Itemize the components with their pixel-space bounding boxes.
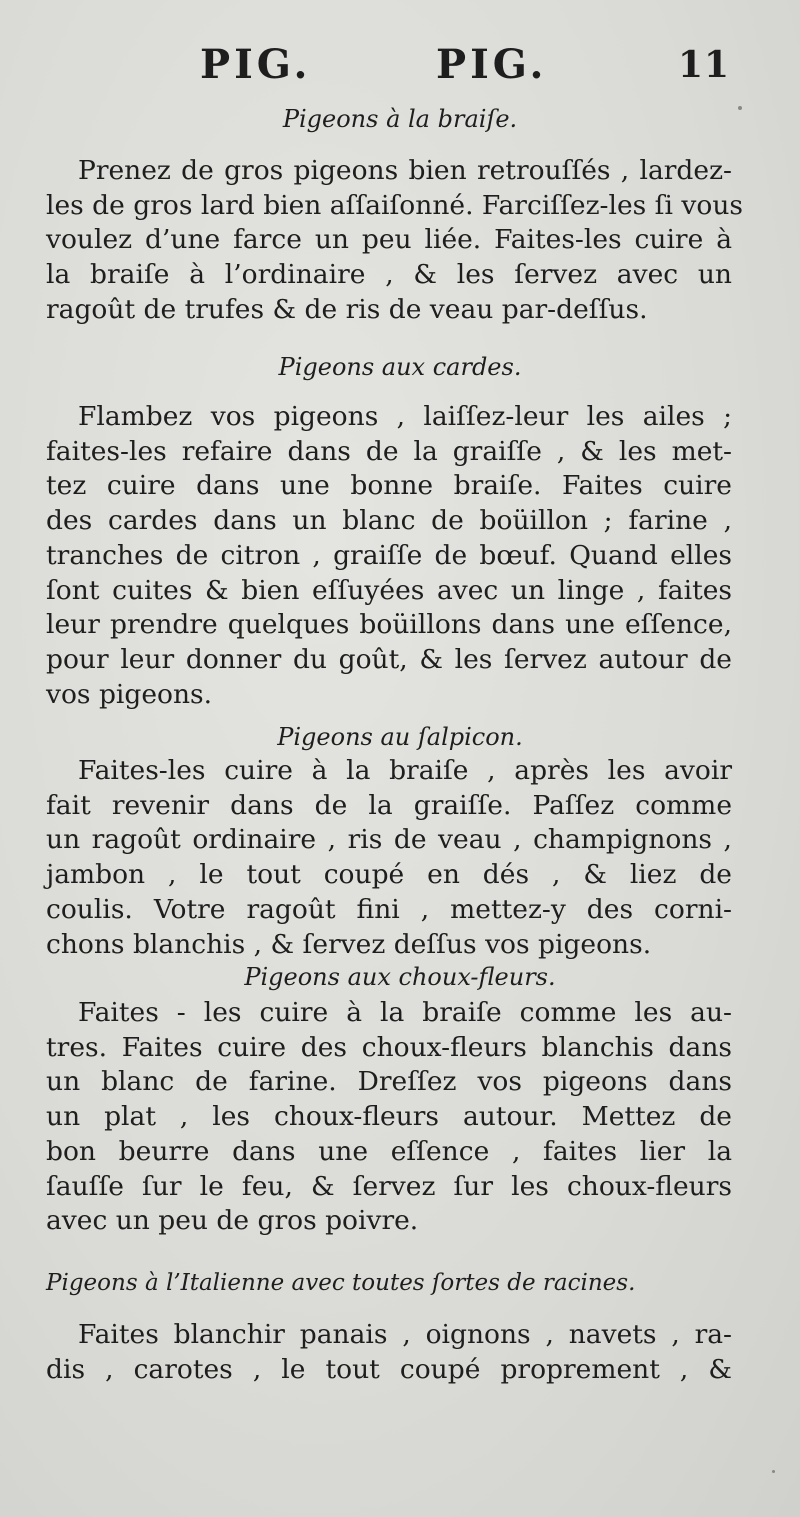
recipe-title: Pigeons aux cardes. [278,353,522,381]
text-line: chons blanchis , & ſervez deſſus vos pigeons. [46,928,652,960]
text-line: jambon , le tout coupé en dés , & liez de [46,859,732,891]
page-number: 11 [678,44,731,86]
text-line: bon beurre dans une eſſence , faites lier la [46,1135,732,1167]
text-line: ſont cuites & bien eſſuyées avec un linge , faites [46,574,732,606]
text-line: tez cuire dans une bonne braiſe. Faites cuire [46,470,732,502]
text-line: avec un peu de gros poivre. [46,1205,419,1237]
text-line: un plat , les choux-fleurs autour. Mettez de [46,1101,732,1133]
text-line: fait revenir dans de la graiſſe. Paſſez comme [46,789,732,821]
text-line: Faites - les cuire à la braiſe comme les au- [78,997,732,1028]
text-line: dis , carotes , le tout coupé proprement , & [46,1353,732,1385]
text-line: vos pigeons. [46,678,213,710]
text-line: un blanc de farine. Dreſſez vos pigeons dans [46,1066,732,1098]
text-line: coulis. Votre ragoût fini , mettez-y des corni- [46,893,732,925]
paper-speck [738,106,742,110]
recipe-title: Pigeons à l’Italienne avec toutes ſortes de racines. [46,1270,636,1296]
text-line: tranches de citron , graiſſe de bœuf. Quand elles [46,539,732,571]
text-line: la braiſe à l’ordinaire , & les ſervez avec un [46,259,732,291]
recipe-text [46,996,732,1239]
recipe-text [46,754,732,962]
recipe-text [46,154,743,328]
text-line: Faites blanchir panais , oignons , navets , ra- [78,1319,732,1350]
recipe-title: Pigeons aux choux-fleurs. [244,963,556,991]
text-line: pour leur donner du goût, & les ſervez autour de [46,643,732,675]
recipe-text [46,1318,732,1387]
running-header [0,38,800,92]
recipe-text [46,400,732,712]
text-line: voulez d’une farce un peu liée. Faites-les cuire à [46,224,732,256]
header-right: PIG. [436,41,548,88]
text-line: tres. Faites cuire des choux-fleurs blanchis dans [46,1031,732,1063]
text-line: les de gros lard bien aſſaiſonné. Farciſſez-les ſi vous [46,189,743,221]
text-line: leur prendre quelques boüillons dans une eſſence, [46,609,732,641]
text-line: Faites-les cuire à la braiſe , après les avoir [78,755,732,786]
header-left: PIG. [200,41,312,88]
text-line: des cardes dans un blanc de boüillon ; farine , [46,505,732,537]
paper-speck [772,1470,775,1473]
recipe-title: Pigeons à la braiſe. [282,105,518,133]
text-line: faites-les refaire dans de la graiſſe , & les met- [46,435,732,467]
text-line: ragoût de trufes & de ris de veau par-deſſus. [46,293,648,325]
recipe-title: Pigeons au ſalpicon. [277,723,523,751]
text-line: ſauſſe ſur le feu, & ſervez ſur les choux-fleurs [46,1170,732,1202]
text-line: Prenez de gros pigeons bien retrouſſés , lardez- [78,155,732,186]
text-line: un ragoût ordinaire , ris de veau , champignons , [46,824,732,856]
text-line: Flambez vos pigeons , laiſſez-leur les ailes ; [78,401,732,432]
